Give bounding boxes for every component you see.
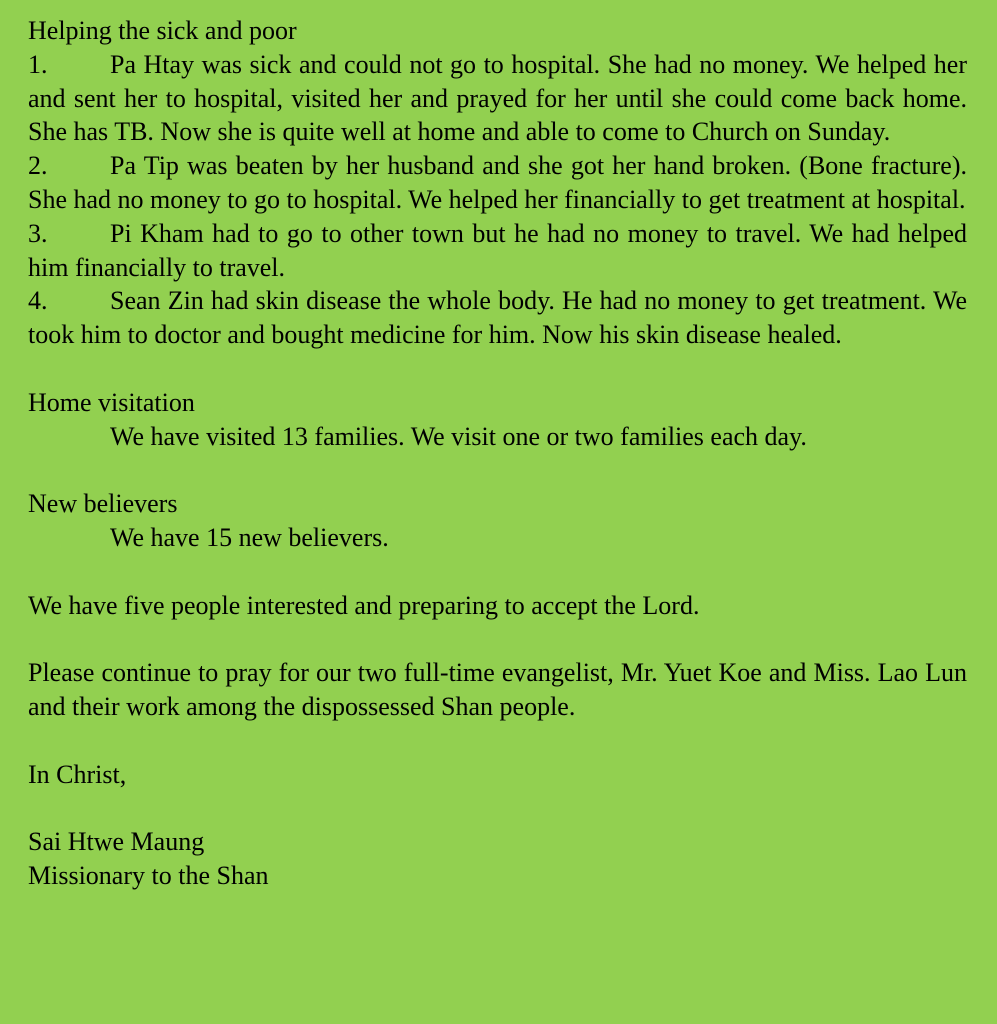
list-text: Pa Tip was beaten by her husband and she got her hand broken. (Bone fracture). She had no money to go to hospital. We helped her financially to get treatment at hospital. (28, 151, 967, 214)
list-item (28, 48, 967, 149)
section-heading-helping: Helping the sick and poor (28, 16, 297, 45)
signature-name: Sai Htwe Maung (28, 827, 205, 857)
list-number: 2. (28, 151, 48, 181)
signature-title: Missionary to the Shan (28, 860, 269, 890)
list-number: 1. (28, 49, 48, 79)
home-visitation-text: We have visited 13 families. We visit one or two families each day. (110, 421, 807, 451)
spacer (28, 352, 967, 386)
interested-text: We have five people interested and preparing to accept the Lord. (28, 590, 700, 620)
list-text: Pi Kham had to go to other town but he had no money to travel. We had helped him financially to travel. (28, 218, 967, 282)
list-text: Pa Htay was sick and could not go to hospital. She had no money. We helped her and sent her to hospital, visited her and prayed for her until she could come back home. She has TB. Now she is quite well at home and able to come to Church on Sunday. (28, 49, 967, 147)
list-number: 3. (28, 218, 48, 248)
spacer (28, 724, 967, 758)
spacer (28, 453, 967, 487)
prayer-request: Please continue to pray for our two full-time evangelist, Mr. Yuet Koe and Miss. Lao Lun and their work among the dispossessed Shan people. (28, 658, 967, 721)
list-text: Sean Zin had skin disease the whole body. He had no money to get treatment. We took him to doctor and bought medicine for him. Now his skin disease healed. (28, 286, 967, 350)
spacer (28, 622, 967, 656)
list-item (28, 217, 967, 285)
spacer (28, 555, 967, 589)
new-believers-text: We have 15 new believers. (110, 522, 389, 552)
spacer (28, 791, 967, 825)
closing: In Christ, (28, 759, 127, 789)
list-item (28, 149, 967, 217)
section-heading-new-believers: New believers (28, 489, 178, 519)
list-item (28, 284, 967, 352)
list-number: 4. (28, 286, 48, 316)
section-heading-home-visitation: Home visitation (28, 387, 195, 417)
